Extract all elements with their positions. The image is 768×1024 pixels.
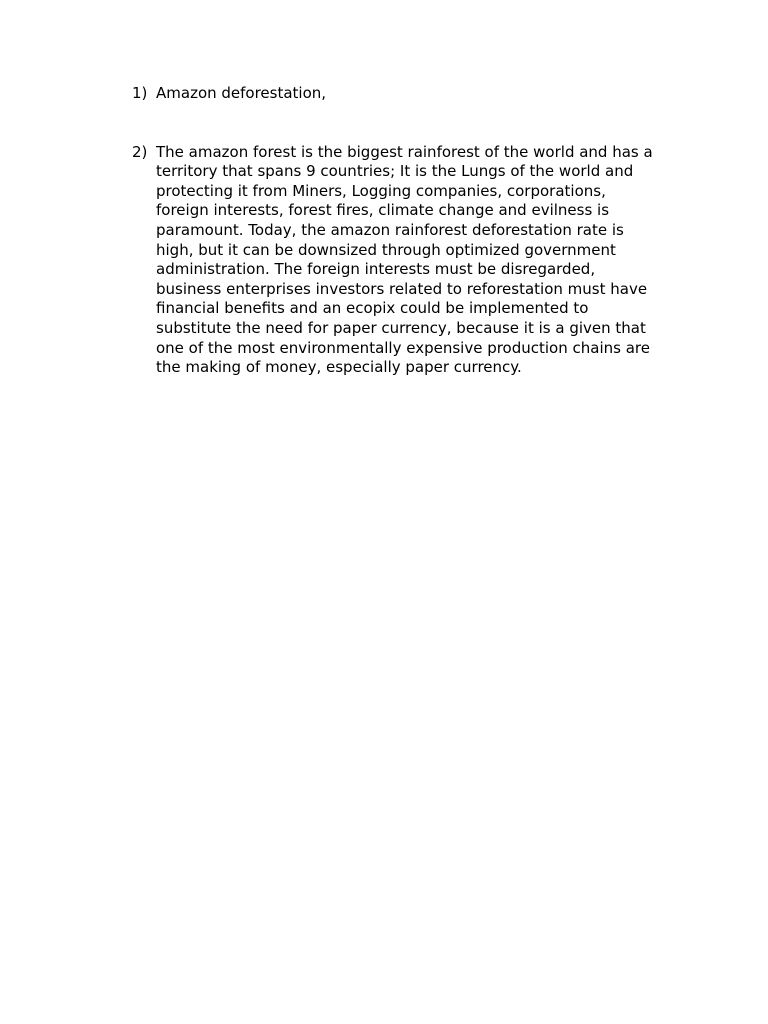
list-item-number: 1) <box>132 84 148 102</box>
numbered-list <box>132 84 662 378</box>
list-item <box>132 143 662 378</box>
list-item-number: 2) <box>132 142 148 161</box>
list-item-text: Amazon deforestation, <box>156 84 327 102</box>
list-item-text: The amazon forest is the biggest rainforest of the world and has a territory that spans 9 countries; It is the Lungs of the world and protecting it from Miners, Logging companies, corporations, foreign interests, forest fires, climate change and evilness is paramount. Today, the amazon rainforest deforestation rate is high, but it can be downsized through optimized government administration. The foreign interests must be disregarded, business enterprises investors related to reforestation must have financial benefits and an ecopix could be implemented to substitute the need for paper currency, because it is a given that one of the most environmentally expensive production chains are the making of money, especially paper currency. <box>156 142 653 377</box>
list-item <box>132 84 662 104</box>
